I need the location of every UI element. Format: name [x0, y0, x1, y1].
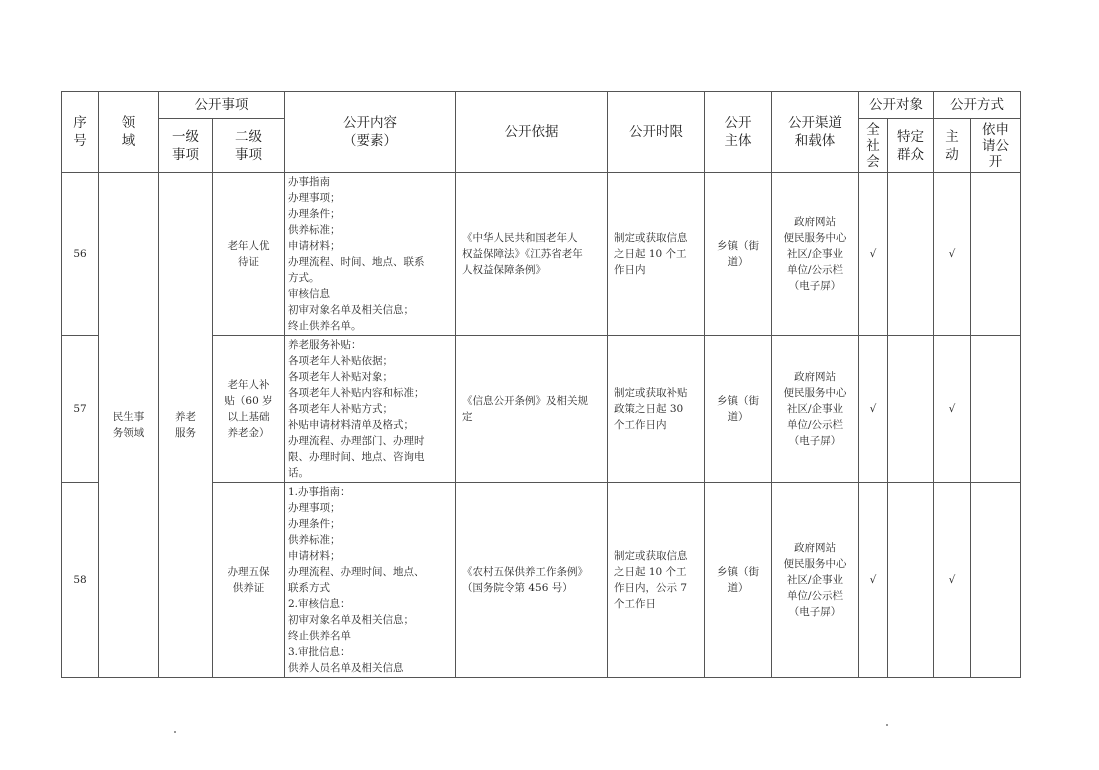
content-line: 供养人员名单及相关信息 — [288, 662, 404, 674]
content-line: 终止供养名单。 — [288, 320, 362, 332]
header-basis: 公开依据 — [456, 92, 608, 173]
level2-cell: 老年人优 待证 — [213, 173, 285, 336]
subject-cell: 乡镇（街 道） — [705, 483, 772, 678]
disclosure-table — [61, 91, 1021, 678]
scan-speck — [174, 731, 176, 733]
content-line: 养老服务补贴： — [288, 339, 362, 351]
content-line: 申请材料； — [288, 240, 341, 252]
content-line: 方式。 — [288, 272, 320, 284]
content-cell — [285, 173, 456, 336]
content-line: 各项老年人补贴依据； — [288, 355, 393, 367]
content-line: 初审对象名单及相关信息； — [288, 304, 414, 316]
content-cell — [285, 336, 456, 483]
content-line: 联系方式 — [288, 582, 330, 594]
row-seq: 58 — [62, 483, 99, 678]
header-method: 公开方式 — [934, 92, 1021, 119]
content-line: 话。 — [288, 467, 309, 479]
content-line: 各项老年人补贴方式； — [288, 403, 393, 415]
header-content: 公开内容 （要素） — [285, 92, 456, 173]
basis-cell: 《中华人民共和国老年人 权益保障法》《江苏省老年 人权益保障条例》 — [456, 173, 608, 336]
content-line: 终止供养名单 — [288, 630, 351, 642]
domain-cell: 民生事 务领域 — [99, 173, 159, 678]
content-line: 办理条件； — [288, 518, 341, 530]
header-target: 公开对象 — [859, 92, 934, 119]
header-time-limit: 公开时限 — [608, 92, 705, 173]
header-channel: 公开渠道 和载体 — [772, 92, 859, 173]
header-level2: 二级 事项 — [213, 119, 285, 173]
all-society-check: √ — [859, 483, 888, 678]
content-line: 申请材料； — [288, 550, 341, 562]
scan-speck — [886, 724, 888, 726]
content-line: 各项老年人补贴对象； — [288, 371, 393, 383]
content-line: 各项老年人补贴内容和标准； — [288, 387, 425, 399]
specific-group-check — [888, 173, 934, 336]
basis-cell: 《信息公开条例》及相关规 定 — [456, 336, 608, 483]
active-check: √ — [934, 336, 971, 483]
header-on-request: 依申 请公 开 — [971, 119, 1021, 173]
content-line: 办理事项； — [288, 192, 341, 204]
on-request-check — [971, 483, 1021, 678]
content-line: 办事指南 — [288, 176, 330, 188]
header-seq: 序 号 — [62, 92, 99, 173]
table-row — [62, 173, 1021, 336]
header-items: 公开事项 — [159, 92, 285, 119]
row-seq: 56 — [62, 173, 99, 336]
specific-group-check — [888, 336, 934, 483]
on-request-check — [971, 336, 1021, 483]
content-line: 办理流程、办理时间、地点、 — [288, 566, 425, 578]
content-line: 审核信息 — [288, 288, 330, 300]
content-line: 办理事项； — [288, 502, 341, 514]
header-specific-group: 特定 群众 — [888, 119, 934, 173]
content-line: 供养标准； — [288, 224, 341, 236]
all-society-check: √ — [859, 173, 888, 336]
header-all-society: 全 社 会 — [859, 119, 888, 173]
level2-cell: 老年人补 贴（60 岁 以上基础 养老金） — [213, 336, 285, 483]
active-check: √ — [934, 483, 971, 678]
time-limit-cell: 制定或获取信息 之日起 10 个工 作日内，公示 7 个工作日 — [608, 483, 705, 678]
channel-cell: 政府网站 便民服务中心 社区/企事业 单位/公示栏 （电子屏） — [772, 173, 859, 336]
time-limit-cell: 制定或获取补贴 政策之日起 30 个工作日内 — [608, 336, 705, 483]
content-line: 3.审批信息： — [288, 646, 351, 658]
content-line: 1.办事指南： — [288, 486, 351, 498]
content-cell — [285, 483, 456, 678]
specific-group-check — [888, 483, 934, 678]
level1-cell: 养老 服务 — [159, 173, 213, 678]
channel-cell: 政府网站 便民服务中心 社区/企事业 单位/公示栏 （电子屏） — [772, 483, 859, 678]
time-limit-cell: 制定或获取信息 之日起 10 个工 作日内 — [608, 173, 705, 336]
content-line: 限、办理时间、地点、咨询电 — [288, 451, 425, 463]
subject-cell: 乡镇（街 道） — [705, 336, 772, 483]
content-line: 办理流程、办理部门、办理时 — [288, 435, 425, 447]
row-seq: 57 — [62, 336, 99, 483]
content-line: 办理流程、时间、地点、联系 — [288, 256, 425, 268]
header-active: 主 动 — [934, 119, 971, 173]
content-line: 补贴申请材料清单及格式； — [288, 419, 414, 431]
basis-cell: 《农村五保供养工作条例》 （国务院令第 456 号） — [456, 483, 608, 678]
all-society-check: √ — [859, 336, 888, 483]
on-request-check — [971, 173, 1021, 336]
content-line: 办理条件； — [288, 208, 341, 220]
content-line: 供养标准； — [288, 534, 341, 546]
content-line: 初审对象名单及相关信息； — [288, 614, 414, 626]
level2-cell: 办理五保 供养证 — [213, 483, 285, 678]
header-subject: 公开 主体 — [705, 92, 772, 173]
subject-cell: 乡镇（街 道） — [705, 173, 772, 336]
active-check: √ — [934, 173, 971, 336]
content-line: 2.审核信息： — [288, 598, 351, 610]
channel-cell: 政府网站 便民服务中心 社区/企事业 单位/公示栏 （电子屏） — [772, 336, 859, 483]
header-level1: 一级 事项 — [159, 119, 213, 173]
header-domain: 领 域 — [99, 92, 159, 173]
